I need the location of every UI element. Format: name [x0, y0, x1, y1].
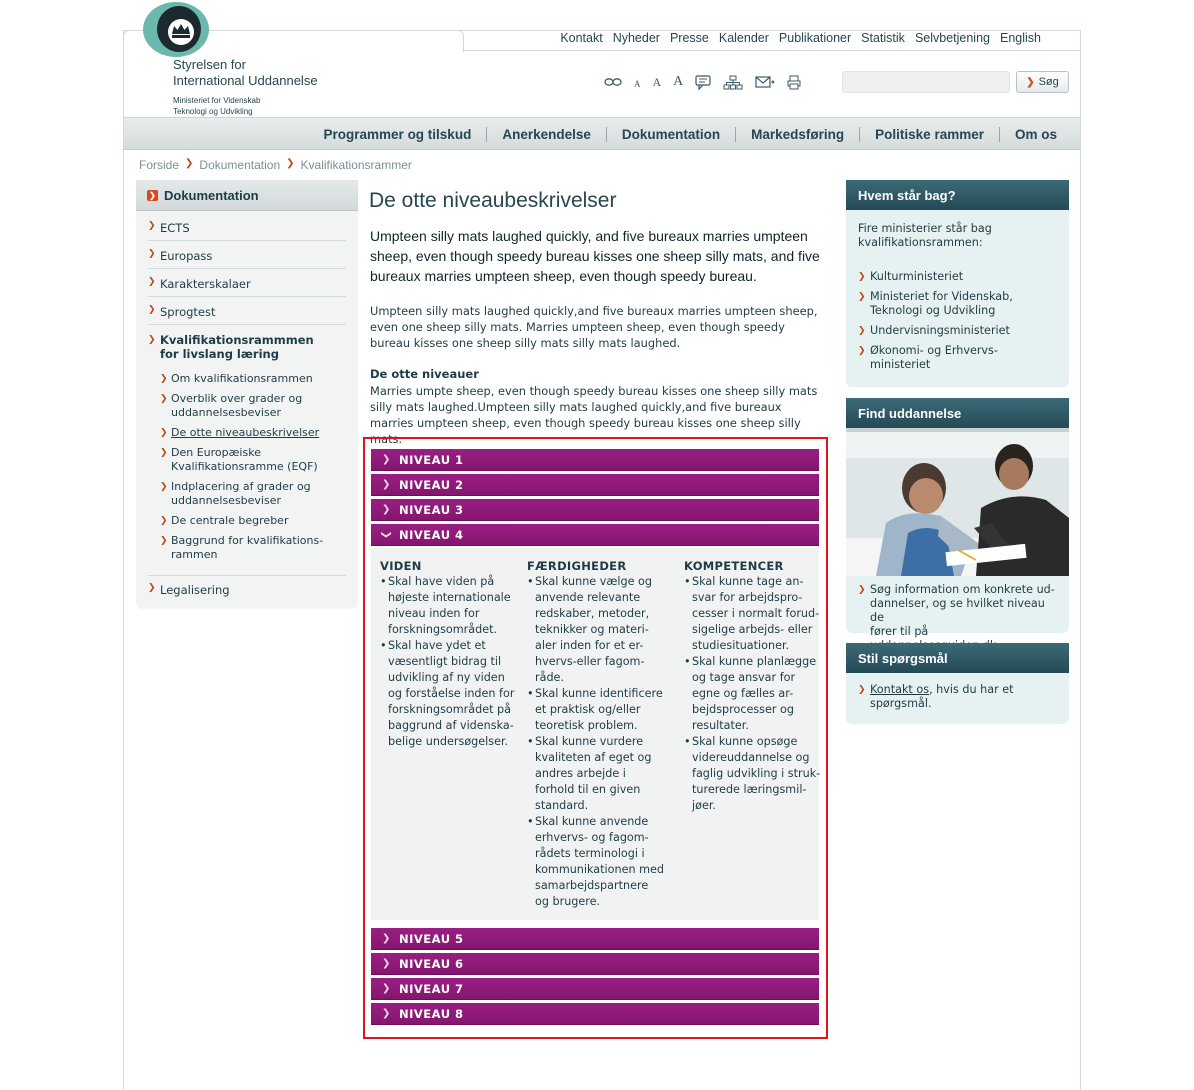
bullet-line: teknikker og materi- — [535, 623, 649, 636]
accordion-label: NIVEAU 2 — [399, 477, 464, 492]
email-icon[interactable] — [755, 76, 775, 89]
section-heading: De otte niveauer — [370, 367, 479, 381]
bullet-line: svar for arbejdspro- — [692, 591, 803, 604]
leftnav-header[interactable] — [136, 180, 358, 211]
sidebar-ask-title: Stil spørgsmål — [846, 643, 1069, 673]
leftnav-sub-label: Baggrund for kvalifikations- — [171, 534, 324, 547]
left-navigation — [136, 180, 358, 609]
bullet-line: cesser i normalt forud- — [692, 607, 820, 620]
bullet-line: rådets terminologi i — [535, 847, 645, 860]
leftnav-active-line1: Kvalifikationsrammmen — [160, 333, 314, 347]
header-line — [464, 50, 1081, 51]
bullet-item — [684, 734, 822, 814]
toplink-kontakt[interactable]: Kontakt — [560, 31, 603, 45]
main-navigation — [124, 117, 1080, 150]
chevron-right-icon: ❯ — [160, 448, 168, 458]
accordion-niveau-2[interactable] — [371, 474, 819, 496]
bullet-line: turerede læringsmil- — [692, 783, 807, 796]
chevron-right-icon: ❯ — [160, 536, 168, 546]
chevron-right-icon: ❯ — [382, 983, 391, 994]
bullet-line: kvaliteten af eget og — [535, 751, 652, 764]
logo-line2: International Uddannelse — [173, 73, 318, 88]
bullet-line: forskningsområdet. — [388, 623, 498, 636]
bullet-line: udvikling af ny viden — [388, 671, 505, 684]
leftnav-item-label: Legalisering — [160, 583, 230, 597]
leftnav-sub-label: uddannelsesbeviser — [171, 494, 282, 507]
bullet-line: • Skal kunne vælge og — [535, 575, 652, 588]
bullet-line: og tage ansvar for — [692, 671, 796, 684]
bullet-line: redskaber, metoder, — [535, 607, 650, 620]
bullet-item — [380, 574, 520, 638]
leftnav-sub-label: rammen — [171, 548, 218, 561]
bullet-item — [684, 654, 822, 734]
bullet-line: belige undersøgelser. — [388, 735, 509, 748]
accordion-niveau-6[interactable] — [371, 953, 819, 975]
bullet-item — [527, 686, 667, 734]
sidebar-find-line: Søg information om konkrete ud- — [870, 583, 1055, 596]
bullet-line: • Skal kunne planlægge — [692, 655, 817, 668]
leftnav-sub-begreber[interactable] — [160, 514, 340, 528]
page-title: De otte niveaubeskrivelser — [369, 189, 617, 212]
nav-anerkendelse[interactable]: Anerkendelse — [486, 127, 606, 142]
accordion-label: NIVEAU 6 — [399, 956, 464, 971]
toplink-nyheder[interactable]: Nyheder — [612, 31, 660, 45]
divider — [148, 240, 346, 241]
bullet-line: og brugere. — [535, 895, 601, 908]
nav-om-os[interactable]: Om os — [999, 127, 1072, 142]
toplink-selvbetjening[interactable]: Selvbetjening — [914, 31, 990, 45]
bullet-line: andres arbejde i — [535, 767, 626, 780]
leftnav-active-line2: for livslang læring — [160, 347, 279, 361]
bullet-line: jøer. — [692, 799, 716, 812]
leftnav-sub-label: De otte niveaubeskrivelser — [171, 426, 320, 439]
logo-sub2: Teknologi og Udvikling — [173, 107, 253, 116]
bullet-line: • Skal kunne anvende — [535, 815, 649, 828]
accordion-niveau-3[interactable] — [371, 499, 819, 521]
chevron-right-icon: ❯ — [160, 482, 168, 492]
sidebar-who-box — [846, 180, 1069, 387]
bullet-line: erhvervs- og fagom- — [535, 831, 649, 844]
lead-paragraph: Umpteen silly mats laughed quickly, and five bureaux marries umpteen sheep, even though speedy bureau kisses one sheep silly mats, and five bureaux marries umpteen sheep, even though speedy bureau. — [370, 228, 820, 284]
bullet-line: højeste internationale — [388, 591, 511, 604]
sidebar-who-intro-line2: kvalifikationsrammen: — [858, 236, 983, 249]
chevron-right-icon: ❯ — [858, 326, 866, 336]
column-viden — [380, 558, 520, 750]
sidebar-who-item-label: Økonomi- og Erhvervs- — [870, 344, 998, 357]
leftnav-item-label: Karakterskalaer — [160, 277, 251, 291]
chevron-right-icon: ❯ — [382, 958, 391, 969]
bullet-line: bejdsprocesser og — [692, 703, 794, 716]
accordion-niveau-8[interactable] — [371, 1003, 819, 1025]
sidebar-who-item-label: Teknologi og Udvikling — [870, 304, 996, 317]
leftnav-item-label: Sprogtest — [160, 305, 216, 319]
top-links — [560, 31, 1041, 45]
bullet-line: videreuddannelse og — [692, 751, 810, 764]
sidebar-who-item-label: Undervisningsministeriet — [870, 324, 1010, 337]
accordion-label: NIVEAU 7 — [399, 981, 464, 996]
students-photo — [846, 428, 1069, 576]
chevron-right-icon: ❯ — [382, 454, 391, 465]
bullet-item — [527, 814, 667, 910]
leftnav-sub-otte-niveaubeskrivelser[interactable] — [160, 426, 340, 440]
sidebar-who-item[interactable] — [858, 290, 1058, 318]
leftnav-item-ects[interactable] — [148, 221, 346, 235]
leftnav-item-sprogtest[interactable] — [148, 305, 346, 319]
sidebar-ask-text: spørgsmål. — [870, 697, 932, 710]
bullet-line: baggrund af videnska- — [388, 719, 514, 732]
sidebar-ask-item — [858, 683, 1058, 711]
body-paragraph-2: Marries umpte sheep, even though speedy bureau kisses one sheep silly mats silly mats laughed.Umpteen silly mats laughed quickly,and five bureaux marries umpteen sheep, even though speedy bureau kisses one sheep silly mats. — [370, 384, 818, 446]
leftnav-sub-label: Indplacering af grader og — [171, 480, 311, 493]
bullet-line: • Skal have ydet et — [388, 639, 486, 652]
leftnav-sub-label: Overblik over grader og — [171, 392, 303, 405]
sidebar-who-item[interactable] — [858, 324, 1058, 338]
bullet-line: resultater. — [692, 719, 749, 732]
chevron-right-icon: ❯ — [148, 221, 156, 231]
leftnav-item-legalisering[interactable] — [148, 583, 346, 597]
chevron-right-icon: ❯ — [160, 374, 168, 384]
leftnav-item-karakterskalaer[interactable] — [148, 277, 346, 291]
leftnav-title: Dokumentation — [164, 187, 259, 203]
bullet-line: • Skal kunne opsøge — [692, 735, 798, 748]
sidebar-find-line: fører til på — [870, 625, 929, 638]
leftnav-sub-overblik[interactable] — [160, 392, 340, 420]
nav-politiske-rammer[interactable]: Politiske rammer — [859, 127, 999, 142]
chevron-right-icon: ❯ — [160, 516, 168, 526]
bullet-item — [527, 734, 667, 814]
bullet-line: anvende relevante — [535, 591, 641, 604]
sidebar-who-item-label: ministeriet — [870, 358, 931, 371]
sidebar-ask-box — [846, 643, 1069, 724]
bullet-line: • Skal have viden på — [388, 575, 495, 588]
breadcrumb-dokumentation[interactable]: Dokumentation — [199, 158, 281, 172]
bullet-line: et praktisk og/eller — [535, 703, 641, 716]
font-size-small-icon[interactable]: A — [634, 78, 641, 89]
breadcrumb — [139, 158, 412, 172]
sidebar-who-item[interactable] — [858, 344, 1058, 372]
bullet-line: forskningsområdet på — [388, 703, 511, 716]
bullet-line: • Skal kunne identificere — [535, 687, 663, 700]
link-icon[interactable] — [604, 77, 622, 87]
chevron-right-icon: ❯ — [382, 479, 391, 490]
bullet-line: og forståelse inden for — [388, 687, 515, 700]
bullet-line: standard. — [535, 799, 589, 812]
logo-name — [173, 57, 318, 89]
chevron-right-icon: ❯ — [858, 292, 866, 302]
accordion-label: NIVEAU 1 — [399, 452, 464, 467]
contact-link[interactable]: Kontakt os — [870, 683, 930, 696]
nav-dokumentation[interactable]: Dokumentation — [606, 127, 735, 142]
chevron-right-icon: ❯ — [858, 685, 866, 695]
sidebar-who-intro-line1: Fire ministerier står bag — [858, 222, 992, 235]
bullet-line: teoretisk problem. — [535, 719, 638, 732]
sidebar-who-item[interactable] — [858, 270, 1058, 284]
bullet-list — [527, 574, 667, 910]
arrow-right-icon: ❯ — [1026, 76, 1035, 88]
bullet-item — [527, 574, 667, 686]
logo-ministry — [173, 95, 260, 117]
accordion-niveau-4[interactable] — [371, 524, 819, 546]
bullet-line: • Skal kunne vurdere — [535, 735, 644, 748]
accordion-label: NIVEAU 4 — [399, 527, 464, 542]
leftnav-item-kvalifikationsrammen[interactable] — [148, 333, 346, 361]
toplink-presse[interactable]: Presse — [669, 31, 709, 45]
search-button[interactable] — [1016, 71, 1069, 93]
leftnav-sub-label: Den Europæiske — [171, 446, 261, 459]
leftnav-item-europass[interactable] — [148, 249, 346, 263]
chevron-right-icon: ❯ — [148, 305, 156, 315]
chevron-right-icon: ❯ — [185, 158, 194, 169]
nav-markedsforing[interactable]: Markedsføring — [735, 127, 859, 142]
bullet-line: studiesituationer. — [692, 639, 790, 652]
sidebar-who-title: Hvem står bag? — [846, 180, 1069, 210]
divider — [148, 296, 346, 297]
leftnav-sub-label: Kvalifikationsramme (EQF) — [171, 460, 318, 473]
font-size-medium-icon[interactable]: A — [652, 74, 662, 89]
speech-bubble-icon[interactable] — [695, 75, 711, 90]
crown-logo-icon[interactable] — [143, 2, 209, 57]
bullet-line: kommunikationen med — [535, 863, 664, 876]
chevron-right-icon: ❯ — [382, 933, 391, 944]
sidebar-who-item-label: Kulturministeriet — [870, 270, 964, 283]
column-faerdigheder — [527, 558, 667, 910]
breadcrumb-forside[interactable]: Forside — [139, 158, 180, 172]
chevron-right-icon: ❯ — [858, 346, 866, 356]
arrow-box-icon: ❯ — [147, 190, 158, 201]
leftnav-sub-label: uddannelsesbeviser — [171, 406, 282, 419]
logo-sub1: Ministeriet for Videnskab — [173, 96, 261, 105]
toplink-statistik[interactable]: Statistik — [861, 31, 905, 45]
sidebar-find-title: Find uddannelse — [846, 398, 1069, 428]
accordion-niveau-4-content — [371, 548, 819, 920]
divider — [148, 575, 346, 576]
bullet-line: hvervs-eller fagom- — [535, 655, 645, 668]
column-heading: KOMPETENCER — [684, 559, 784, 573]
search-button-label: Søg — [1038, 76, 1059, 88]
accordion-niveau-1[interactable] — [371, 449, 819, 471]
sidebar-find-line: dannelser, og se hvilket niveau de — [870, 597, 1045, 624]
accordion-niveau-5[interactable] — [371, 928, 819, 950]
leftnav-sub-eqf[interactable] — [160, 446, 340, 474]
chevron-right-icon: ❯ — [286, 158, 295, 169]
toplink-kalender[interactable]: Kalender — [718, 31, 769, 45]
bullet-line: råde. — [535, 671, 564, 684]
leftnav-item-label: Europass — [160, 249, 213, 263]
chevron-right-icon: ❯ — [858, 585, 866, 595]
column-heading: FÆRDIGHEDER — [527, 559, 627, 573]
chevron-right-icon: ❯ — [148, 335, 156, 345]
chevron-right-icon: ❯ — [160, 394, 168, 404]
column-kompetencer — [684, 558, 822, 814]
bullet-line: faglig udvikling i struk- — [692, 767, 821, 780]
bullet-line: forhold til en given — [535, 783, 641, 796]
bullet-line: niveau inden for — [388, 607, 480, 620]
bullet-line: • Skal kunne tage an- — [692, 575, 804, 588]
chevron-right-icon: ❯ — [148, 277, 156, 287]
print-icon[interactable] — [787, 75, 801, 90]
chevron-right-icon: ❯ — [382, 1008, 391, 1019]
chevron-right-icon: ❯ — [160, 428, 168, 438]
chevron-right-icon: ❯ — [148, 249, 156, 259]
sidebar-ask-text: , hvis du har et — [929, 683, 1014, 696]
leftnav-sub-label: Om kvalifikationsrammen — [171, 372, 313, 385]
breadcrumb-kvalifikationsrammer[interactable]: Kvalifikationsrammer — [300, 158, 412, 172]
bullet-line: samarbejdspartnere — [535, 879, 649, 892]
leftnav-sub-label: De centrale begreber — [171, 514, 289, 527]
toplink-english[interactable]: English — [1000, 31, 1041, 45]
leftnav-item-label: ECTS — [160, 221, 190, 235]
leftnav-sub-baggrund[interactable] — [160, 534, 340, 562]
chevron-right-icon: ❯ — [148, 583, 156, 593]
sidebar-who-intro — [858, 222, 992, 250]
leftnav-sub-om[interactable] — [160, 372, 340, 386]
bullet-line: aler inden for et er- — [535, 639, 644, 652]
chevron-down-icon: ❯ — [380, 530, 392, 540]
bullet-item — [380, 638, 520, 750]
nav-programmer[interactable]: Programmer og tilskud — [323, 127, 472, 142]
tool-icons — [604, 74, 801, 90]
sidebar-who-item-label: Ministeriet for Videnskab, — [870, 290, 1013, 303]
divider — [148, 268, 346, 269]
chevron-right-icon: ❯ — [858, 272, 866, 282]
accordion-niveau-7[interactable] — [371, 978, 819, 1000]
bullet-list — [380, 574, 520, 750]
chevron-right-icon: ❯ — [382, 504, 391, 515]
logo-line1: Styrelsen for — [173, 57, 246, 72]
divider — [148, 324, 346, 325]
leftnav-sub-indplacering[interactable] — [160, 480, 340, 508]
bullet-line: sigelige arbejds- eller — [692, 623, 813, 636]
accordion-label: NIVEAU 5 — [399, 931, 464, 946]
bullet-item — [684, 574, 822, 654]
accordion-label: NIVEAU 8 — [399, 1006, 464, 1021]
bullet-list — [684, 574, 822, 814]
toplink-publikationer[interactable]: Publikationer — [778, 31, 852, 45]
font-size-large-icon[interactable]: A — [673, 74, 684, 89]
column-heading: VIDEN — [380, 559, 422, 573]
body-paragraph: Umpteen silly mats laughed quickly,and five bureaux marries umpteen sheep, even one sheep silly mats. Marries umpteen sheep, even though speedy bureau kisses one sheep silly mats silly mats laughed. — [370, 304, 818, 350]
bullet-line: væsentligt bidrag til — [388, 655, 502, 668]
sitemap-icon[interactable] — [723, 75, 743, 90]
bullet-line: egne og fælles ar- — [692, 687, 794, 700]
accordion-label: NIVEAU 3 — [399, 502, 464, 517]
search-input[interactable] — [842, 71, 1010, 93]
